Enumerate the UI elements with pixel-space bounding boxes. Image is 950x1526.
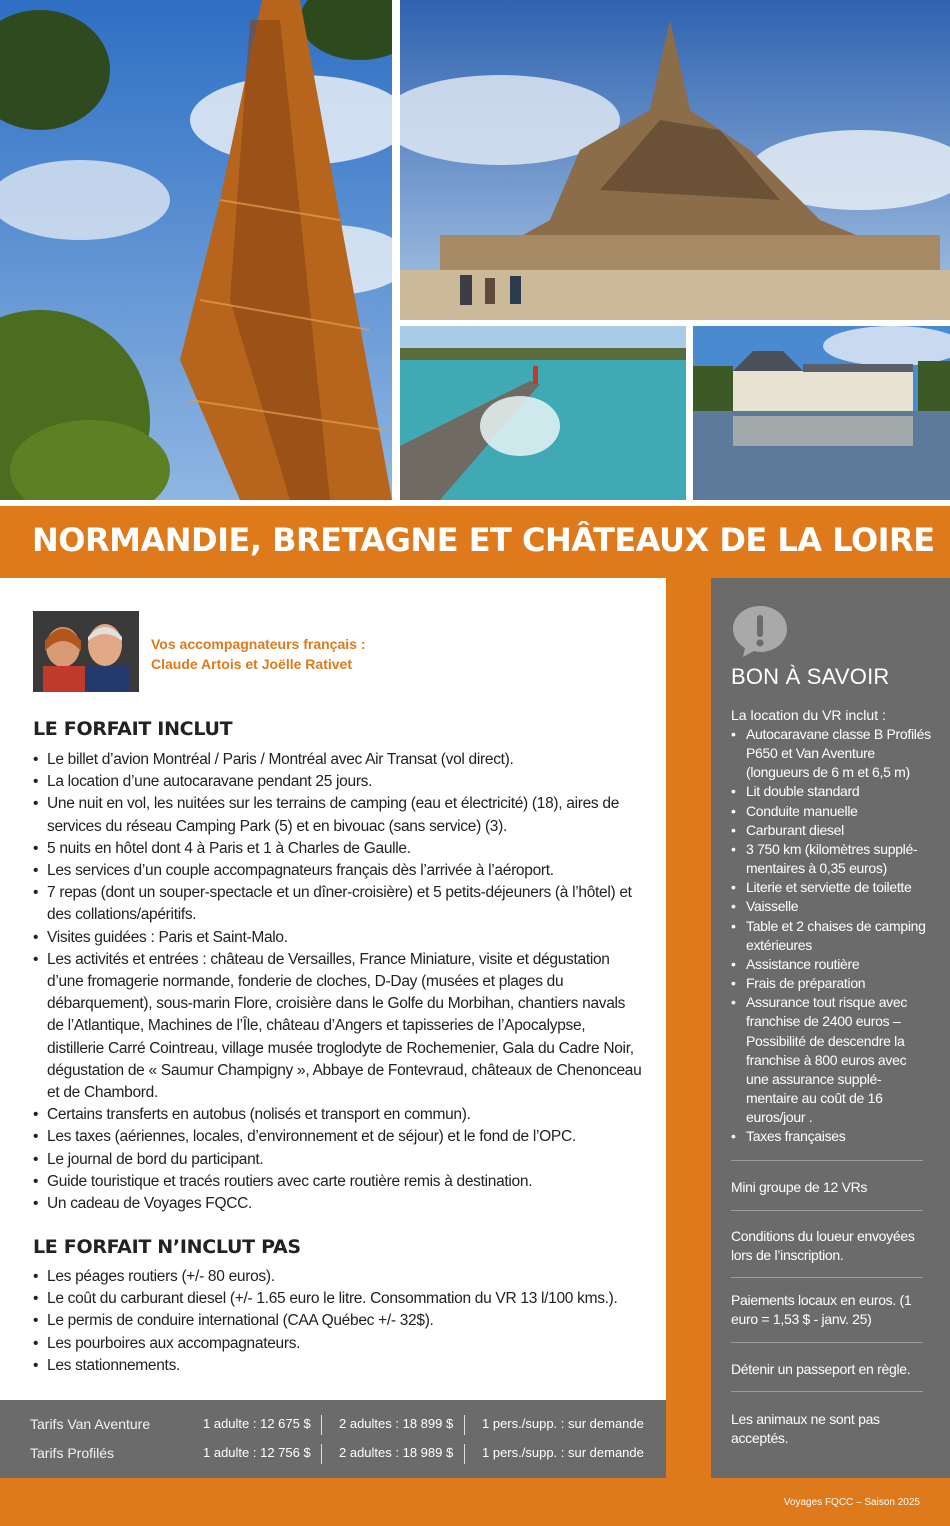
list-item: • Visites guidées : Paris et Saint-Malo. bbox=[33, 927, 643, 949]
tariff-separator bbox=[464, 1444, 465, 1464]
tariffs-bar bbox=[0, 1400, 666, 1478]
list-item: • Les stationnements. bbox=[33, 1355, 643, 1377]
included-list bbox=[33, 749, 643, 1215]
sidebar-list bbox=[731, 725, 931, 1146]
list-item: • Les pourboires aux accompagnateurs. bbox=[33, 1333, 643, 1355]
divider bbox=[731, 1210, 923, 1211]
list-item: • Lit double standard bbox=[731, 782, 931, 801]
list-item: • Autocaravane classe B Profilés P650 et Van Aventure (longueurs de 6 m et 6,5 m) bbox=[731, 725, 931, 782]
sidebar-intro: La location du VR inclut : bbox=[731, 707, 886, 723]
guides-line-1: Vos accompagnateurs français : bbox=[151, 636, 366, 652]
list-item: • Le billet d’avion Montréal / Paris / Montréal avec Air Transat (vol direct). bbox=[33, 749, 643, 771]
list-item: • Un cadeau de Voyages FQCC. bbox=[33, 1193, 643, 1215]
list-item: • Le journal de bord du participant. bbox=[33, 1149, 643, 1171]
sidebar-note: Paiements locaux en euros. (1 euro = 1,53 $ - janv. 25) bbox=[731, 1292, 912, 1327]
tariff-separator bbox=[321, 1415, 322, 1435]
sidebar-note: Les animaux ne sont pas acceptés. bbox=[731, 1411, 880, 1446]
sidebar-note: Détenir un passeport en règle. bbox=[731, 1361, 911, 1377]
page-title: NORMANDIE, BRETAGNE ET CHÂTEAUX DE LA LOIRE bbox=[32, 521, 935, 559]
guides-caption bbox=[151, 634, 365, 674]
list-item: • Assurance tout risque avec franchise de 2400 euros – Possibilité de descendre la franchise à 800 euros avec une assurance supplé-mentaire au coût de 16 euros/jour . bbox=[731, 993, 931, 1127]
guides-portrait bbox=[33, 611, 139, 692]
list-item: • Assistance routière bbox=[731, 955, 931, 974]
eiffel-tower-photo bbox=[0, 0, 392, 500]
list-item: • Taxes françaises bbox=[731, 1127, 931, 1146]
tariff-label: Tarifs Van Aventure bbox=[30, 1416, 151, 1432]
list-item: • Table et 2 chaises de camping extérieures bbox=[731, 917, 931, 955]
list-item: • Frais de préparation bbox=[731, 974, 931, 993]
divider bbox=[731, 1391, 923, 1392]
list-item: • 3 750 km (kilomètres supplé-mentaires à 0,35 euros) bbox=[731, 840, 931, 878]
list-item: • Les services d’un couple accompagnateurs français dès l’arrivée à l’aéroport. bbox=[33, 860, 643, 882]
list-item: • Le coût du carburant diesel (+/- 1.65 euro le litre. Consommation du VR 13 l/100 kms.). bbox=[33, 1288, 643, 1310]
list-item: • Une nuit en vol, les nuitées sur les terrains de camping (eau et électricité) (18), aires de services du réseau Camping Park (5) et en bivouac (sans service) (3). bbox=[33, 793, 643, 837]
excluded-heading: LE FORFAIT N’INCLUT PAS bbox=[33, 1236, 301, 1258]
sidebar-title: BON À SAVOIR bbox=[731, 664, 890, 689]
list-item: • Certains transferts en autobus (nolisés et transport en commun). bbox=[33, 1104, 643, 1126]
list-item: • 5 nuits en hôtel dont 4 à Paris et 1 à Charles de Gaulle. bbox=[33, 838, 643, 860]
list-item: • 7 repas (dont un souper-spectacle et un dîner-croisière) et 5 petits-déjeuners (à l’hôtel) et des collations/apéritifs. bbox=[33, 882, 643, 926]
sidebar-note: Mini groupe de 12 VRs bbox=[731, 1179, 868, 1195]
list-item: • Les taxes (aériennes, locales, d’environnement et de séjour) et le fond de l’OPC. bbox=[33, 1126, 643, 1148]
list-item: • Vaisselle bbox=[731, 897, 931, 916]
chenonceau-castle-photo bbox=[693, 326, 950, 500]
divider bbox=[731, 1342, 923, 1343]
list-item: • Literie et serviette de toilette bbox=[731, 878, 931, 897]
tariff-separator bbox=[321, 1444, 322, 1464]
tariff-separator bbox=[464, 1415, 465, 1435]
tariff-row-van bbox=[0, 1412, 666, 1438]
mont-saint-michel-photo bbox=[400, 0, 950, 320]
saint-malo-pier-photo bbox=[400, 326, 686, 500]
guides-line-2: Claude Artois et Joëlle Rativet bbox=[151, 656, 352, 672]
list-item: • Les péages routiers (+/- 80 euros). bbox=[33, 1266, 643, 1288]
sidebar-note: Conditions du loueur envoyées lors de l’inscription. bbox=[731, 1228, 915, 1263]
tariff-row-profiles bbox=[0, 1441, 666, 1467]
divider bbox=[731, 1277, 923, 1278]
divider bbox=[731, 1160, 923, 1161]
included-heading: LE FORFAIT INCLUT bbox=[33, 718, 233, 740]
exclamation-bubble-icon bbox=[731, 604, 789, 658]
list-item: • Les activités et entrées : château de Versailles, France Miniature, visite et dégustation d’une fromagerie normande, fonderie de cloches, D-Day (musées et plages du débarquement), sous-marin Flore, croisière dans le Golfe du Morbihan, chantiers navals de l’Atlantique, Machines de l’Île, château d’Angers et tapisseries de l’Apocalypse, distillerie Carré Cointreau, village musée troglodyte de Rochemenier, Gala du Cadre Noir, dégustation de « Saumur Champigny », Abbaye de Fontevraud, châteaux de Chenonceau et de Chambord. bbox=[33, 949, 643, 1104]
tariff-extra-person: 1 pers./supp. : sur demande bbox=[482, 1445, 644, 1460]
tariff-two-adults: 2 adultes : 18 989 $ bbox=[339, 1445, 454, 1460]
tariff-one-adult: 1 adulte : 12 756 $ bbox=[203, 1445, 311, 1460]
list-item: • Conduite manuelle bbox=[731, 802, 931, 821]
excluded-list bbox=[33, 1266, 643, 1377]
tariff-extra-person: 1 pers./supp. : sur demande bbox=[482, 1416, 644, 1431]
list-item: • La location d’une autocaravane pendant 25 jours. bbox=[33, 771, 643, 793]
list-item: • Guide touristique et tracés routiers avec carte routière remis à destination. bbox=[33, 1171, 643, 1193]
tariff-one-adult: 1 adulte : 12 675 $ bbox=[203, 1416, 311, 1431]
tariff-label: Tarifs Profilés bbox=[30, 1445, 115, 1461]
footer-credit: Voyages FQCC – Saison 2025 bbox=[783, 1497, 920, 1508]
list-item: • Carburant diesel bbox=[731, 821, 931, 840]
list-item: • Le permis de conduire international (CAA Québec +/- 32$). bbox=[33, 1310, 643, 1332]
tariff-two-adults: 2 adultes : 18 899 $ bbox=[339, 1416, 454, 1431]
